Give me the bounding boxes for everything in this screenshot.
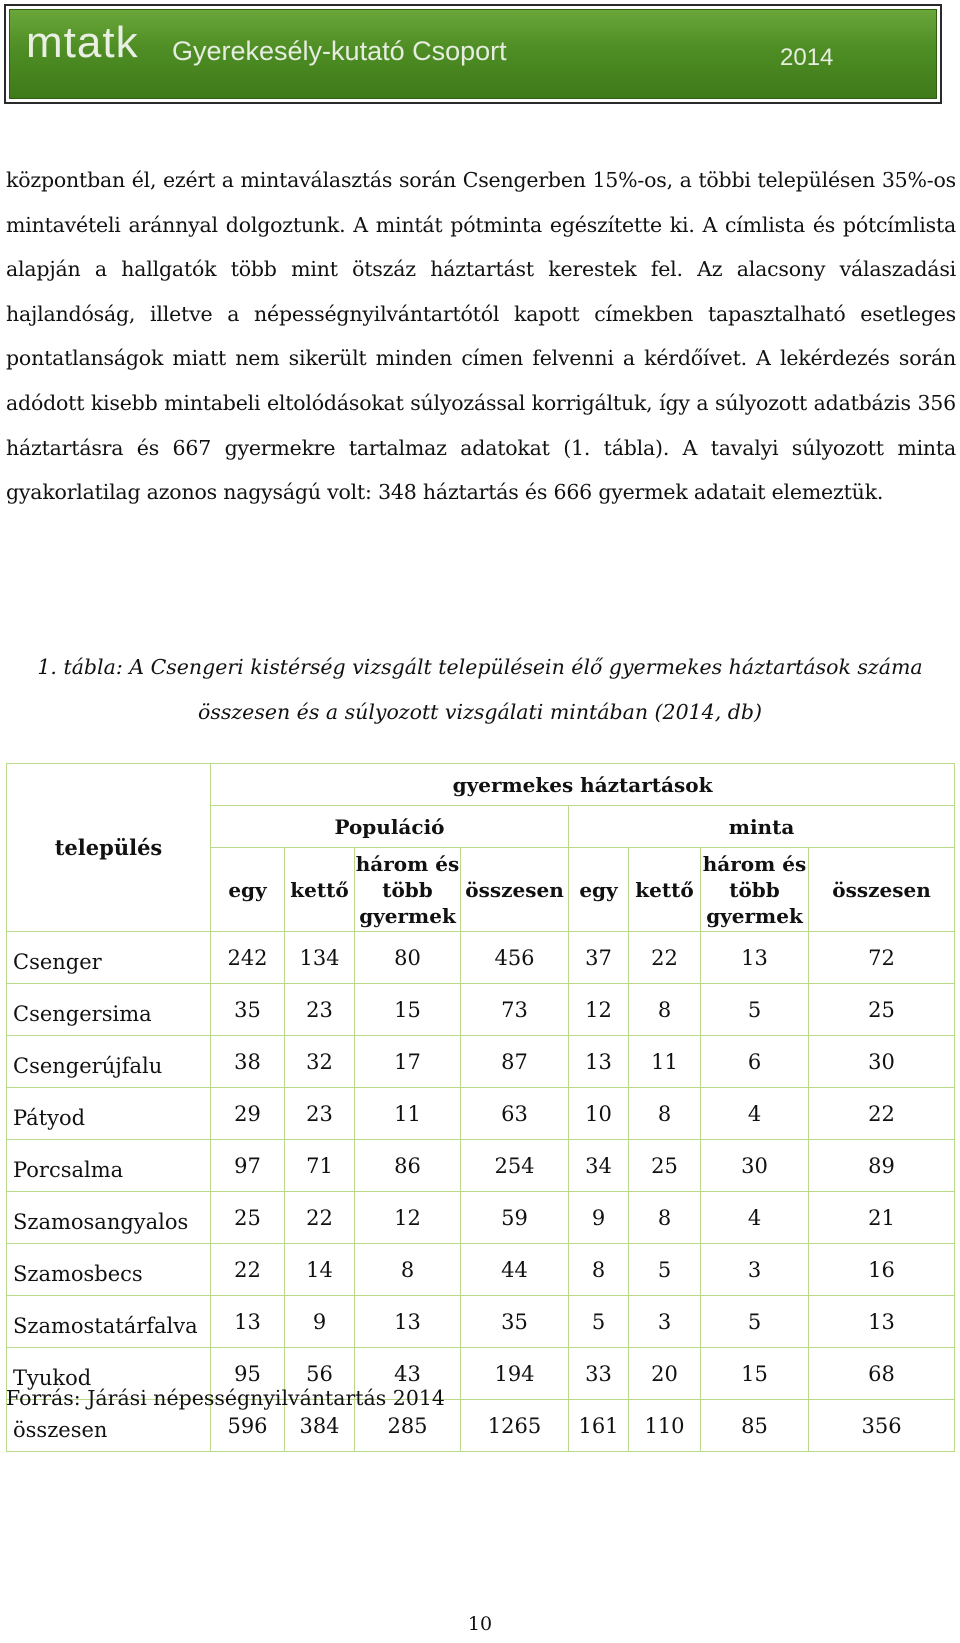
- row-settlement-name: Csenger: [7, 932, 211, 984]
- table-cell: 4: [701, 1192, 809, 1244]
- table-cell: 35: [461, 1296, 569, 1348]
- table-cell: 11: [355, 1088, 461, 1140]
- table-cell: 14: [285, 1244, 355, 1296]
- table-cell: 1265: [461, 1400, 569, 1452]
- table-cell: 4: [701, 1088, 809, 1140]
- table-cell: 23: [285, 984, 355, 1036]
- table-cell: 3: [701, 1244, 809, 1296]
- table-cell: 254: [461, 1140, 569, 1192]
- logo: mtatk: [26, 18, 139, 67]
- table-cell: 161: [569, 1400, 629, 1452]
- row-settlement-name: Porcsalma: [7, 1140, 211, 1192]
- table-cell: 25: [809, 984, 955, 1036]
- header-col: három és több gyermek: [701, 848, 809, 932]
- table-cell: 11: [629, 1036, 701, 1088]
- banner-background: [9, 9, 937, 99]
- table-row: [7, 1296, 955, 1348]
- table-cell: 25: [629, 1140, 701, 1192]
- table-cell: 13: [355, 1296, 461, 1348]
- row-settlement-name: Csengerújfalu: [7, 1036, 211, 1088]
- row-settlement-name: összesen: [7, 1400, 211, 1452]
- table-cell: 63: [461, 1088, 569, 1140]
- row-settlement-name: Szamosbecs: [7, 1244, 211, 1296]
- table-row: [7, 932, 955, 984]
- table-cell: 13: [701, 932, 809, 984]
- header-col: kettő: [285, 848, 355, 932]
- table-source: Forrás: Járási népességnyilvántartás 2014: [6, 1386, 445, 1410]
- row-settlement-name: Pátyod: [7, 1088, 211, 1140]
- header-col: három és több gyermek: [355, 848, 461, 932]
- header-col: kettő: [629, 848, 701, 932]
- table-cell: 25: [211, 1192, 285, 1244]
- table-row: [7, 1088, 955, 1140]
- table-cell: 194: [461, 1348, 569, 1400]
- table-cell: 85: [701, 1400, 809, 1452]
- table-cell: 22: [285, 1192, 355, 1244]
- table-cell: 5: [629, 1244, 701, 1296]
- table-cell: 456: [461, 932, 569, 984]
- table-cell: 30: [809, 1036, 955, 1088]
- table-cell: 16: [809, 1244, 955, 1296]
- table-cell: 30: [701, 1140, 809, 1192]
- header-col: összesen: [809, 848, 955, 932]
- table-cell: 80: [355, 932, 461, 984]
- table-cell: 13: [809, 1296, 955, 1348]
- table-cell: 6: [701, 1036, 809, 1088]
- table-cell: 285: [355, 1400, 461, 1452]
- table-cell: 23: [285, 1088, 355, 1140]
- table-cell: 8: [569, 1244, 629, 1296]
- table-cell: 33: [569, 1348, 629, 1400]
- header-settlement: település: [7, 764, 211, 932]
- table-cell: 22: [211, 1244, 285, 1296]
- table-row: [7, 1140, 955, 1192]
- table-cell: 32: [285, 1036, 355, 1088]
- header-population: Populáció: [211, 806, 569, 848]
- table-cell: 8: [629, 1192, 701, 1244]
- table-cell: 8: [629, 984, 701, 1036]
- table-cell: 59: [461, 1192, 569, 1244]
- table-cell: 89: [809, 1140, 955, 1192]
- table-cell: 110: [629, 1400, 701, 1452]
- table-cell: 44: [461, 1244, 569, 1296]
- table-cell: 17: [355, 1036, 461, 1088]
- table-cell: 15: [701, 1348, 809, 1400]
- table-cell: 242: [211, 932, 285, 984]
- table-cell: 596: [211, 1400, 285, 1452]
- table-cell: 86: [355, 1140, 461, 1192]
- header-banner: [4, 4, 942, 104]
- banner-year: 2014: [780, 44, 834, 71]
- table-cell: 9: [285, 1296, 355, 1348]
- table-cell: 13: [211, 1296, 285, 1348]
- page-number: 10: [467, 1613, 493, 1635]
- table-cell: 68: [809, 1348, 955, 1400]
- table-row: [7, 1244, 955, 1296]
- table-cell: 29: [211, 1088, 285, 1140]
- header-group: gyermekes háztartások: [211, 764, 955, 806]
- table-cell: 72: [809, 932, 955, 984]
- table-row: [7, 1036, 955, 1088]
- table-cell: 87: [461, 1036, 569, 1088]
- header-col: egy: [569, 848, 629, 932]
- table-cell: 95: [211, 1348, 285, 1400]
- table-cell: 73: [461, 984, 569, 1036]
- table-row: [7, 1192, 955, 1244]
- table-caption-line-2: összesen és a súlyozott vizsgálati mintában (2014, db): [198, 700, 762, 724]
- header-sample: minta: [569, 806, 955, 848]
- table-cell: 34: [569, 1140, 629, 1192]
- table-row: [7, 984, 955, 1036]
- table-cell: 9: [569, 1192, 629, 1244]
- table-cell: 3: [629, 1296, 701, 1348]
- research-group-name: Gyerekesély-kutató Csoport: [172, 36, 507, 66]
- table-cell: 71: [285, 1140, 355, 1192]
- table-cell: 38: [211, 1036, 285, 1088]
- table-cell: 43: [355, 1348, 461, 1400]
- table-cell: 97: [211, 1140, 285, 1192]
- row-settlement-name: Szamosangyalos: [7, 1192, 211, 1244]
- table-cell: 8: [355, 1244, 461, 1296]
- table-cell: 13: [569, 1036, 629, 1088]
- table-cell: 5: [569, 1296, 629, 1348]
- row-settlement-name: Tyukod: [7, 1348, 211, 1400]
- table-cell: 22: [629, 932, 701, 984]
- household-table: [6, 763, 955, 1452]
- table-cell: 10: [569, 1088, 629, 1140]
- table-cell: 12: [569, 984, 629, 1036]
- table-cell: 20: [629, 1348, 701, 1400]
- table-cell: 15: [355, 984, 461, 1036]
- table-cell: 8: [629, 1088, 701, 1140]
- table-caption-line-1: 1. tábla: A Csengeri kistérség vizsgált településein élő gyermekes háztartások száma: [37, 655, 923, 679]
- table-cell: 384: [285, 1400, 355, 1452]
- table-cell: 35: [211, 984, 285, 1036]
- table-cell: 5: [701, 984, 809, 1036]
- table-cell: 5: [701, 1296, 809, 1348]
- table-cell: 21: [809, 1192, 955, 1244]
- table-cell: 356: [809, 1400, 955, 1452]
- table-cell: 134: [285, 932, 355, 984]
- table-cell: 12: [355, 1192, 461, 1244]
- table-cell: 56: [285, 1348, 355, 1400]
- header-col: egy: [211, 848, 285, 932]
- header-col: összesen: [461, 848, 569, 932]
- row-settlement-name: Csengersima: [7, 984, 211, 1036]
- table-cell: 22: [809, 1088, 955, 1140]
- table-cell: 37: [569, 932, 629, 984]
- body-paragraph: központban él, ezért a mintaválasztás során Csengerben 15%-os, a többi településen 35%-os mintavételi aránnyal dolgoztunk. A mintát pótminta egészítette ki. A címlista és pótcímlista alapján a hallgatók több mint ötszáz háztartást kerestek fel. Az alacsony válaszadási hajlandóság, illetve a népességnyilvántartótól kapott címekben tapasztalható esetleges pontatlanságok miatt nem sikerült minden címen felvenni a kérdőívet. A lekérdezés során adódott kisebb mintabeli eltolódásokat súlyozással korrigáltuk, így a súlyozott adatbázis 356 háztartásra és 667 gyermekre tartalmaz adatokat (1. tábla). A tavalyi súlyozott minta gyakorlatilag azonos nagyságú volt: 348 háztartás és 666 gyermek adatait elemeztük.: [6, 168, 956, 505]
- row-settlement-name: Szamostatárfalva: [7, 1296, 211, 1348]
